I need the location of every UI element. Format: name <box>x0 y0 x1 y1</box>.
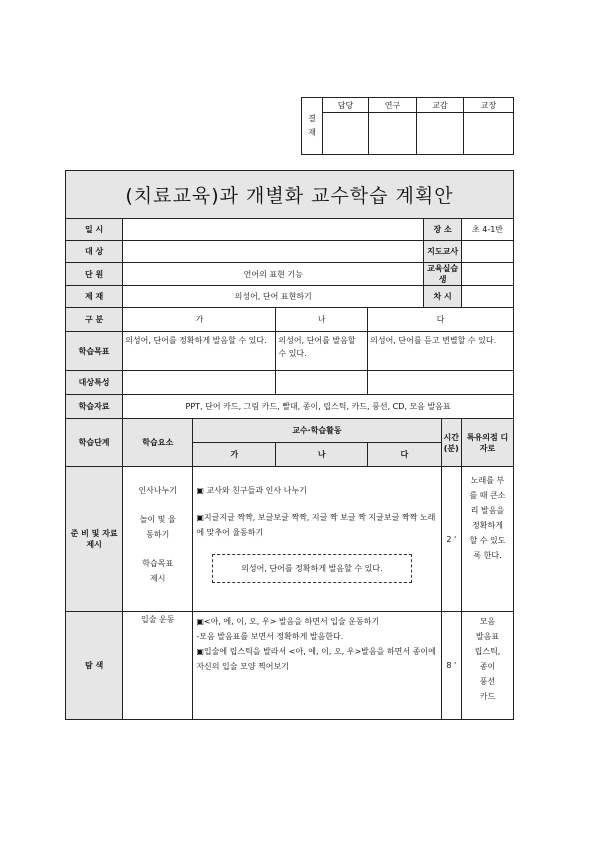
traits-na[interactable] <box>276 371 368 395</box>
activity-sub-ga: 가 <box>193 443 276 467</box>
intro-stage <box>66 467 123 612</box>
develop-activity-line-3: ▣입술에 립스틱을 발라서 <아, 에, 이, 오, 우>발음을 하면서 종이에 자신의 입술 모양 찍어보기 <box>196 647 436 671</box>
intro-element-1: 인사나누기 <box>138 486 178 495</box>
stage-header: 학습단계 <box>66 419 123 467</box>
place-label: 장 소 <box>424 219 462 241</box>
topic-value[interactable]: 의성어, 단어 표현하기 <box>123 286 424 308</box>
date-value[interactable] <box>123 219 424 241</box>
develop-time: 8 ' <box>441 612 462 720</box>
develop-note-6: 카드 <box>479 692 496 701</box>
target-value[interactable] <box>123 241 424 263</box>
intro-goal-box: 의성어, 단어를 정확하게 발음할 수 있다. <box>212 554 411 583</box>
target-label: 대 상 <box>66 241 123 263</box>
approval-sign-1[interactable] <box>323 113 369 155</box>
develop-activity <box>193 612 441 720</box>
activity-sub-da: 다 <box>368 443 441 467</box>
develop-activity-line-1: ▣<아, 에, 이, 오, 우> 발음을 하면서 입술 운동하기 <box>196 617 380 626</box>
develop-element-1: 입술 운동 <box>141 615 175 624</box>
teacher-label: 지도교사 <box>424 241 462 263</box>
develop-note-5: 풍선 <box>479 677 496 686</box>
materials-label: 학습자료 <box>66 395 123 419</box>
division-label: 구 분 <box>66 308 123 332</box>
intro-notes-text: 노래를 부를 때 큰소리 발음을 정확하게 할 수 있도록 한다. <box>469 476 506 560</box>
place-value[interactable]: 초 4-1반 <box>462 219 514 241</box>
element-header: 학습요소 <box>123 419 193 467</box>
unit-label: 단 원 <box>66 263 123 286</box>
develop-note-4: 종이 <box>479 662 496 671</box>
develop-notes <box>462 612 514 720</box>
approval-header-2: 연구 <box>369 98 417 113</box>
approval-sign-2[interactable] <box>369 113 417 155</box>
materials-value[interactable]: PPT, 단어 카드, 그림 카드, 빨대, 종이, 립스틱, 카드, 풍선, CD, 모음 발음표 <box>123 395 514 419</box>
teacher-value[interactable] <box>462 241 514 263</box>
time-header <box>441 419 462 467</box>
intro-time: 2 ' <box>441 467 462 612</box>
intro-stage-text: 준 비 및 자료제시 <box>70 529 118 549</box>
traits-label: 대상특성 <box>66 371 123 395</box>
approval-header-3: 교감 <box>417 98 464 113</box>
intro-activity <box>193 467 441 612</box>
goal-da[interactable]: 의성어, 단어를 듣고 변별할 수 있다. <box>368 332 514 371</box>
activity-header: 교수·학습활동 <box>193 419 441 443</box>
notes-header <box>462 419 514 467</box>
develop-note-2: 발음표 <box>475 632 500 641</box>
traits-ga[interactable] <box>123 371 276 395</box>
intro-elements <box>123 467 193 612</box>
division-col-da: 다 <box>368 308 514 332</box>
goal-label: 학습목표 <box>66 332 123 371</box>
period-label: 차 시 <box>424 286 462 308</box>
unit-value[interactable]: 언어의 표현 기능 <box>123 263 424 286</box>
intro-activity-line-1: ▣ 교사와 친구들과 인사 나누기 <box>196 486 307 495</box>
goal-na[interactable]: 의성어, 단어를 발음할 수 있다. <box>276 332 368 371</box>
intro-activity-line-2: ▣지글지글 짝짝, 보글보글 짝짝, 지글 짝 보글 짝 지글보글 짝짝 노래에 맞추어 율동하기 <box>196 513 436 537</box>
intro-element-2: 놀이 및 율동하기 <box>139 515 176 539</box>
division-col-na: 나 <box>276 308 368 332</box>
time-header-text: 시간 (분) <box>443 432 459 453</box>
approval-side-label <box>302 98 323 155</box>
develop-activity-line-2: -모음 발음표를 보면서 정확하게 발음한다. <box>196 632 344 641</box>
date-label: 일 시 <box>66 219 123 241</box>
approval-header-1: 담당 <box>323 98 369 113</box>
lesson-plan-table <box>65 170 514 720</box>
notes-header-text: 특유의점 디자로 <box>466 432 509 453</box>
approval-table <box>301 97 514 155</box>
topic-label: 제 재 <box>66 286 123 308</box>
approval-header-4: 교장 <box>464 98 514 113</box>
goal-ga[interactable]: 의성어, 단어를 정확하게 발음할 수 있다. <box>123 332 276 371</box>
develop-elements <box>123 612 193 720</box>
approval-side-label-1: 결 <box>308 114 316 123</box>
trainee-label: 교육실습생 <box>424 263 462 286</box>
division-col-ga: 가 <box>123 308 276 332</box>
traits-da[interactable] <box>368 371 514 395</box>
approval-sign-3[interactable] <box>417 113 464 155</box>
activity-sub-na: 나 <box>276 443 368 467</box>
period-value[interactable] <box>462 286 514 308</box>
intro-notes <box>462 467 514 612</box>
approval-sign-4[interactable] <box>464 113 514 155</box>
page-title: (치료교육)과 개별화 교수학습 계획안 <box>125 185 454 207</box>
intro-element-3: 학습목표 제시 <box>142 559 174 583</box>
trainee-value[interactable] <box>462 263 514 286</box>
approval-side-label-2: 재 <box>308 128 316 137</box>
develop-stage: 탐 색 <box>66 612 123 720</box>
plan-title-cell <box>66 171 514 219</box>
develop-note-3: 립스틱, <box>474 647 501 656</box>
develop-note-1: 모음 <box>479 617 496 626</box>
